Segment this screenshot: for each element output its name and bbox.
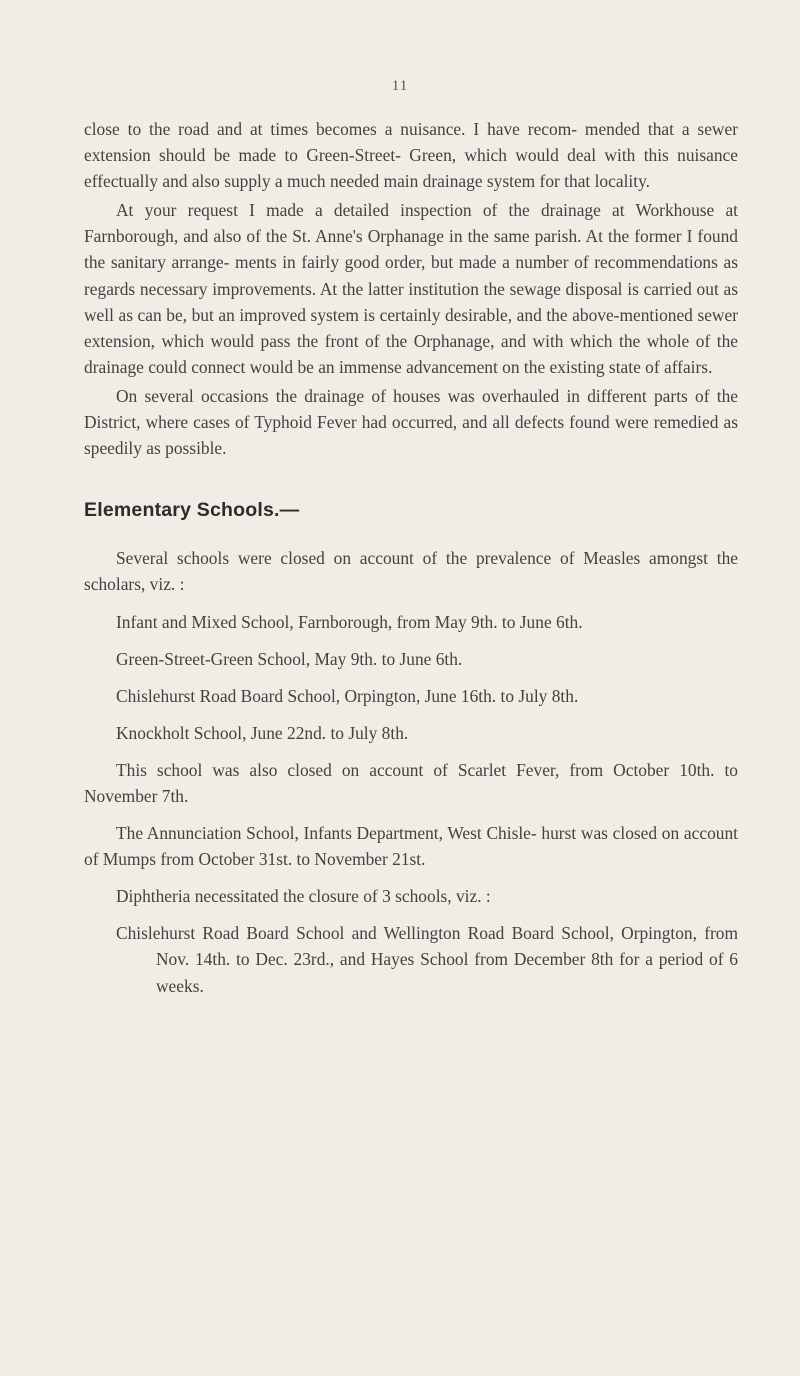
paragraph-sewer-extension: close to the road and at times becomes a nuisance. I have recom- mended that a sewer extension should be made to Green-Street- Green, which would deal with this nuisance effectually and also supply a much needed main drainage system for that locality. <box>84 119 738 192</box>
paragraph-drainage-overhaul: On several occasions the drainage of houses was overhauled in different parts of the District, where cases of Typhoid Fever had occurred, and all defects found were remedied as speedily as possible. <box>84 385 738 459</box>
list-item-measles: Knockholt School, June 22nd. to July 8th. <box>116 722 409 743</box>
body-text <box>84 116 738 999</box>
paragraph-diphtheria-intro: Diphtheria necessitated the closure of 3 schools, viz. : <box>116 886 491 907</box>
list-item-measles: Chislehurst Road Board School, Orpington, June 16th. to July 8th. <box>116 685 579 706</box>
paragraph-mumps: The Annunciation School, Infants Department, West Chisle- hurst was closed on account of Mumps from October 31st. to November 21st. <box>84 823 738 870</box>
paragraph-workhouse-inspection: At your request I made a detailed inspection of the drainage at Workhouse at Farnborough, and also of the St. Anne's Orphanage in the same parish. At the former I found the sanitary arrange- ments in fairly good order, but made a number of recommendations as regards necessary improvements. At the latter institution the sewage disposal is carried out as well as can be, but an improved system is certainly desirable, and the above-mentioned sewer extension, which would pass the front of the Orphanage, and with which the whole of the drainage could connect would be an immense advancement on the existing state of affairs. <box>84 200 738 377</box>
paragraph-measles-intro: Several schools were closed on account of the prevalence of Measles amongst the scholars, viz. : <box>84 548 738 595</box>
list-item-diphtheria: Chislehurst Road Board School and Wellington Road Board School, Orpington, from Nov. 14th. to Dec. 23rd., and Hayes School from December 8th for a period of 6 weeks. <box>116 923 738 996</box>
paragraph-scarlet-fever: This school was also closed on account of Scarlet Fever, from October 10th. to November 7th. <box>84 759 738 806</box>
list-item-measles: Infant and Mixed School, Farnborough, from May 9th. to June 6th. <box>116 611 583 632</box>
list-item-measles: Green-Street-Green School, May 9th. to June 6th. <box>116 648 463 669</box>
page-number: 11 <box>391 78 409 94</box>
section-heading-elementary-schools: Elementary Schools.— <box>84 499 300 522</box>
